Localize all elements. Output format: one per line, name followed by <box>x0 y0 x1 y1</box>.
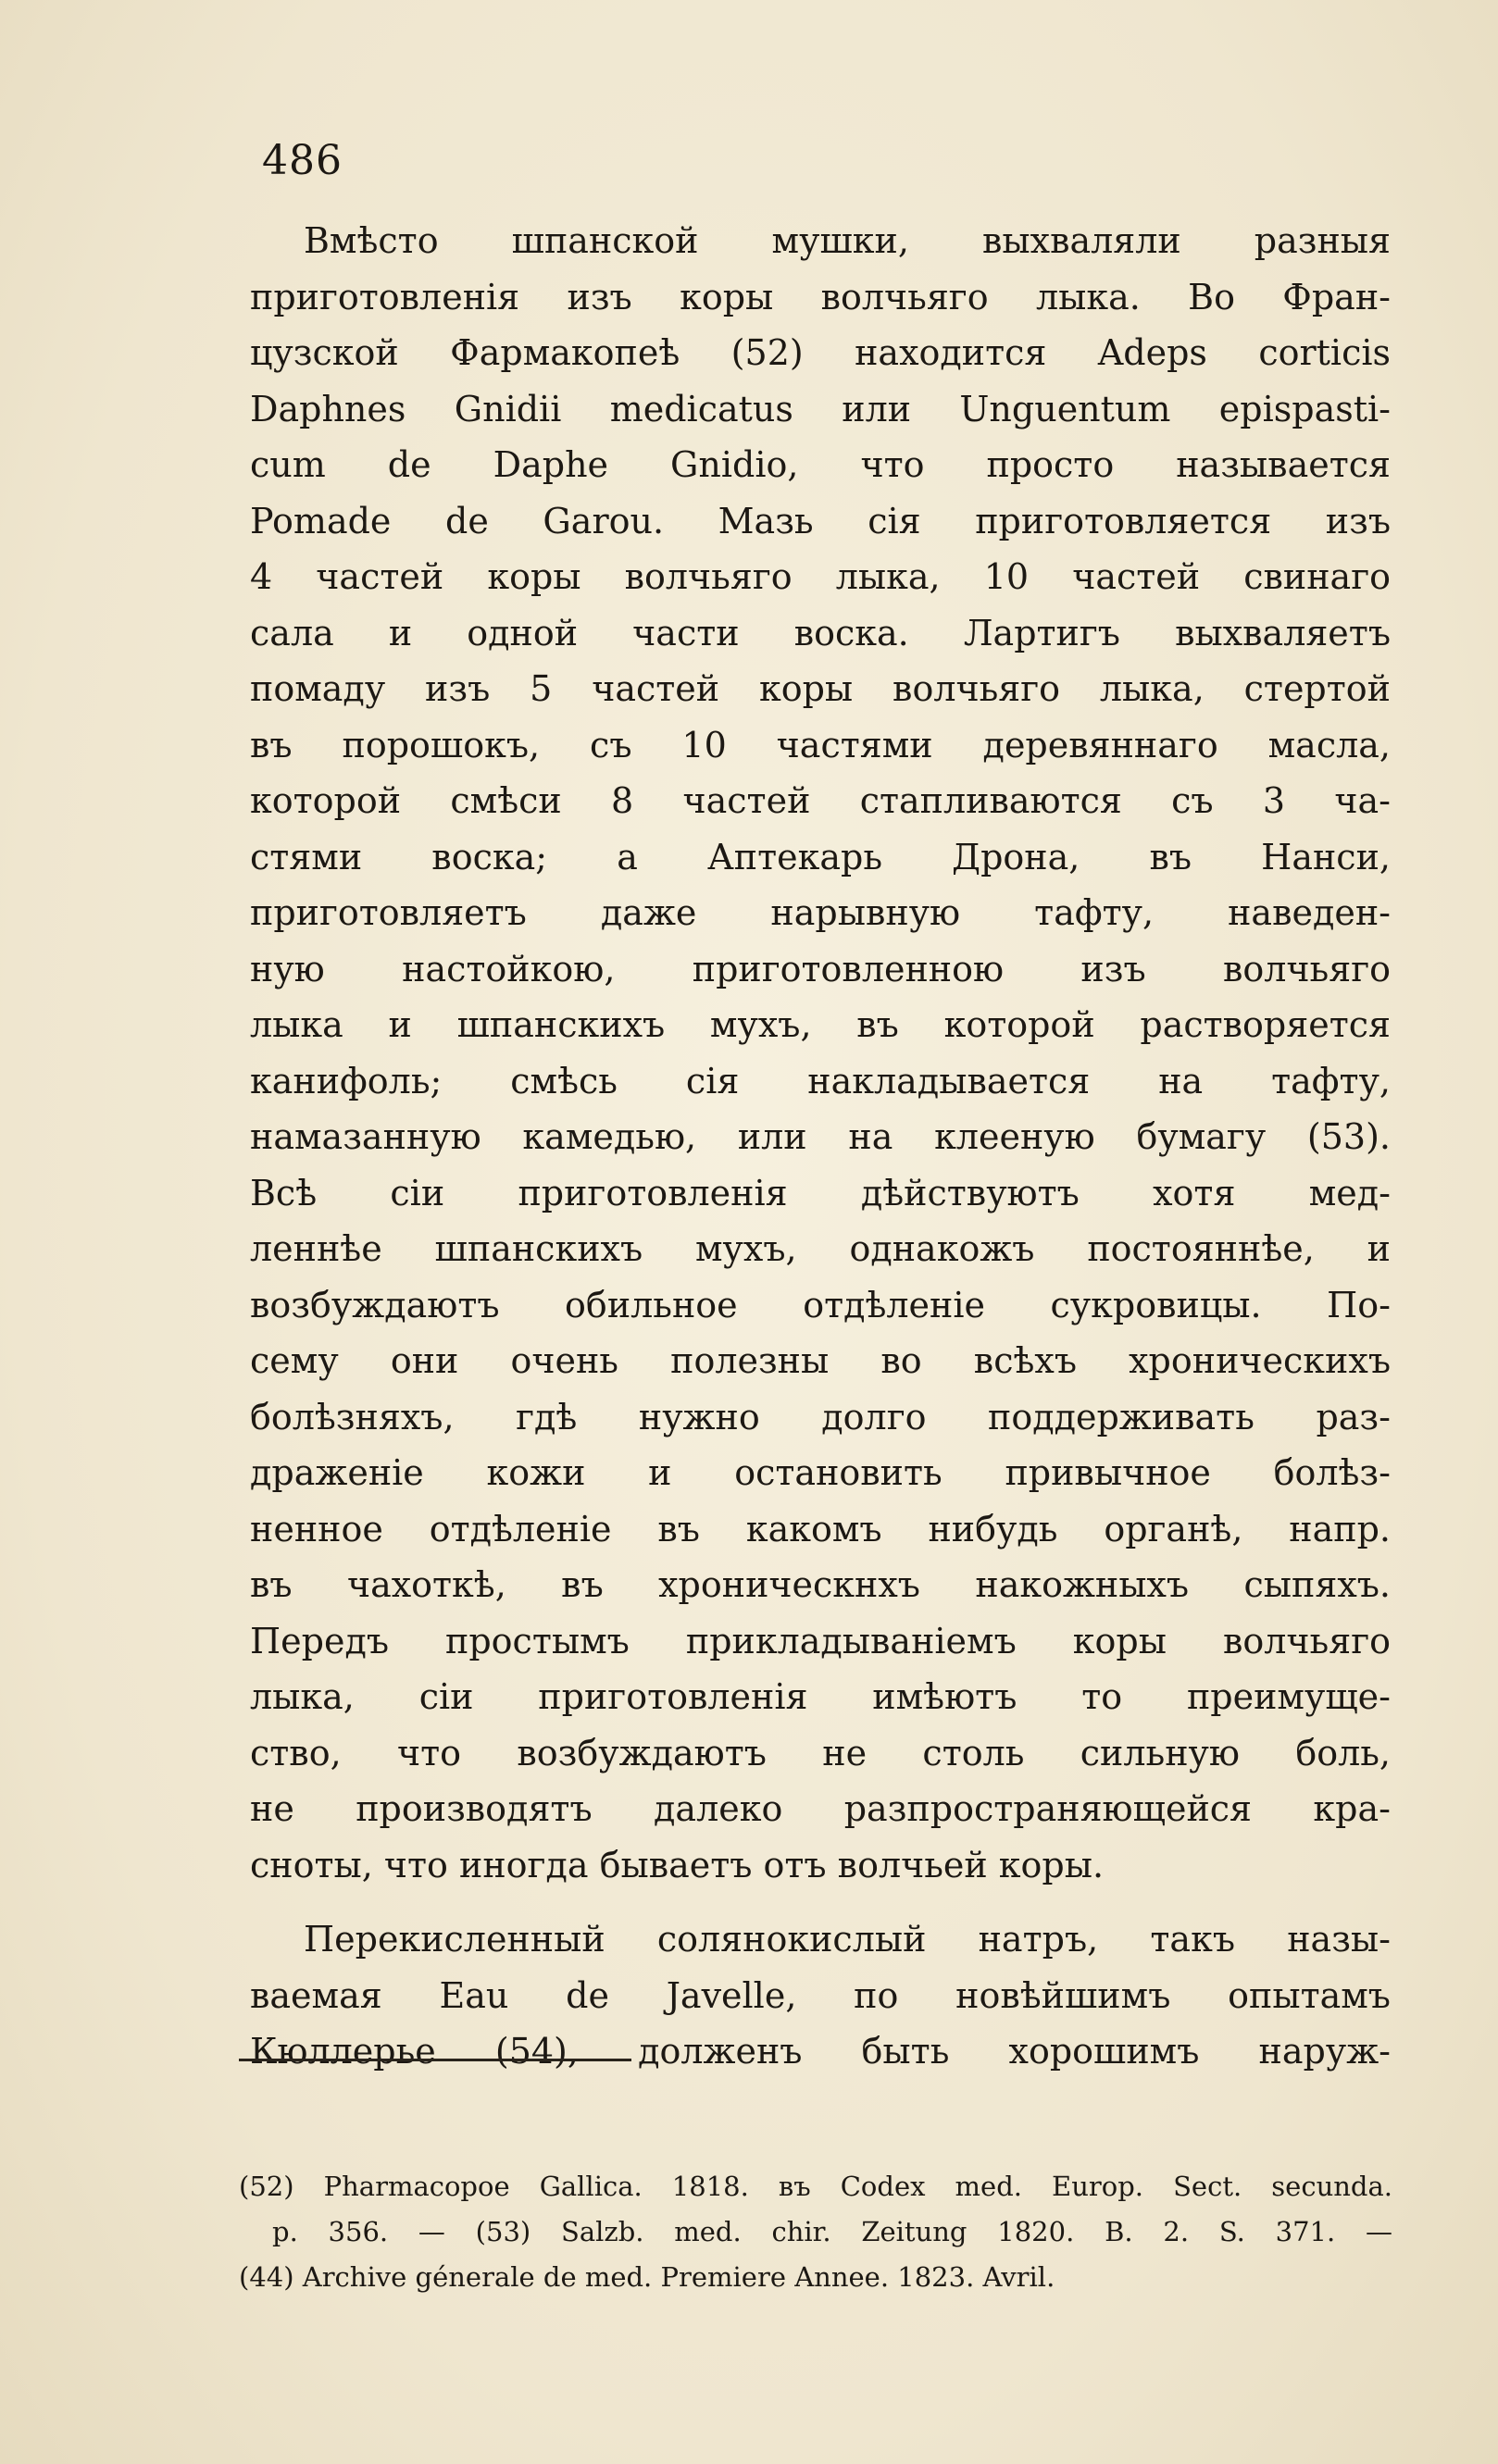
text-line: Pomade de Garou. Мазь сія приготовляется изъ <box>250 500 1391 541</box>
text-line: Передъ простымъ прикладываніемъ коры волчьяго <box>250 1620 1391 1661</box>
paragraph-gap <box>250 1893 1391 1911</box>
text-line: болѣзняхъ, гдѣ нужно долго поддерживать раз- <box>250 1396 1391 1437</box>
text-line: канифоль; смѣсь сія накладывается на тафту, <box>250 1060 1391 1101</box>
text-line: помаду изъ 5 частей коры волчьяго лыка, стертой <box>250 668 1391 709</box>
page-number: 486 <box>262 137 343 184</box>
text-line: ненное отдѣленіе въ какомъ нибудь органѣ, напр. <box>250 1508 1391 1549</box>
footnote-line: p. 356. — (53) Salzb. med. chir. Zeitung 1820. B. 2. S. 371. — <box>272 2216 1392 2247</box>
body-text <box>250 213 1391 2080</box>
text-line: Кюллерье (54), долженъ быть хорошимъ наруж- <box>250 2031 1391 2072</box>
footnote-line: (44) Archive génerale de med. Premiere Annee. 1823. Avril. <box>239 2261 1055 2293</box>
text-line: приготовленія изъ коры волчьяго лыка. Во Фран- <box>250 276 1391 317</box>
text-line: ную настойкою, приготовленною изъ волчьяго <box>250 948 1391 989</box>
text-line: Перекисленный солянокислый натръ, такъ назы- <box>304 1919 1391 1960</box>
text-line: стями воска; а Аптекарь Дрона, въ Нанси, <box>250 836 1391 877</box>
text-line: возбуждаютъ обильное отдѣленіе сукровицы. По- <box>250 1284 1391 1325</box>
text-line: Вмѣсто шпанской мушки, выхваляли разныя <box>304 220 1391 261</box>
text-line: леннѣе шпанскихъ мухъ, однакожъ постояннѣе, и <box>250 1228 1391 1269</box>
text-line: не производятъ далеко разпространяющейся кра- <box>250 1788 1391 1829</box>
text-line: Всѣ сіи приготовленія дѣйствуютъ хотя мед- <box>250 1172 1391 1213</box>
text-line: которой смѣси 8 частей стапливаются съ 3 ча- <box>250 780 1391 821</box>
footnotes <box>239 2164 1392 2300</box>
footnote-separator <box>239 2059 631 2061</box>
text-line: намазанную камедью, или на клееную бумагу (53). <box>250 1116 1391 1157</box>
text-line: сему они очень полезны во всѣхъ хроническихъ <box>250 1340 1391 1381</box>
text-line: 4 частей коры волчьяго лыка, 10 частей свинаго <box>250 556 1391 597</box>
text-line: сала и одной части воска. Лартигъ выхваляетъ <box>250 612 1391 653</box>
text-line: ваемая Eau de Javelle, по новѣйшимъ опытамъ <box>250 1974 1391 2016</box>
text-line: cum de Daphe Gnidio, что просто называется <box>250 444 1391 485</box>
text-line: приготовляетъ даже нарывную тафту, наведен- <box>250 892 1391 933</box>
text-line: драженіе кожи и остановить привычное болѣз- <box>250 1452 1391 1493</box>
text-line: лыка и шпанскихъ мухъ, въ которой растворяется <box>250 1004 1391 1045</box>
text-line: въ чахоткѣ, въ хроническнхъ накожныхъ сыпяхъ. <box>250 1564 1391 1605</box>
text-line: въ порошокъ, съ 10 частями деревяннаго масла, <box>250 724 1391 765</box>
text-line: цузской Фармакопеѣ (52) находится Adeps corticis <box>250 332 1391 373</box>
text-line: лыка, сіи приготовленія имѣютъ то преимуще- <box>250 1676 1391 1717</box>
text-line: Daphnes Gnidii medicatus или Unguentum epispasti- <box>250 388 1391 429</box>
text-line: ство, что возбуждаютъ не столь сильную боль, <box>250 1732 1391 1773</box>
text-line: сноты, что иногда бываетъ отъ волчьей коры. <box>250 1844 1105 1885</box>
footnote-line: (52) Pharmacopoe Gallica. 1818. въ Codex med. Europ. Sect. secunda. <box>239 2171 1392 2202</box>
